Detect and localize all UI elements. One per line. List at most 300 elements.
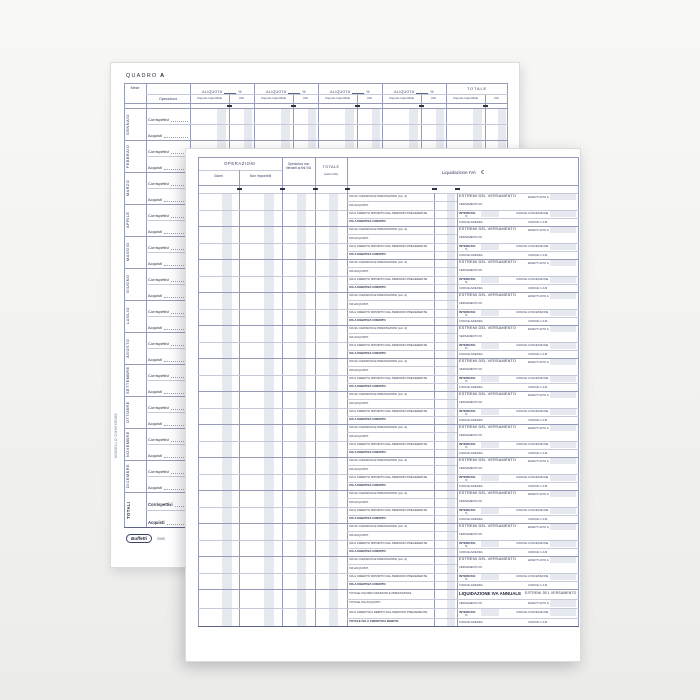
codice-azienda-label: CODICE AZIENDA (459, 450, 483, 455)
row-label-corrispettivi (148, 501, 189, 507)
interessi-percent: % (465, 544, 468, 549)
liq-row-label: IVA ACQUISTI (349, 367, 369, 372)
row-label-acquisti (148, 388, 189, 394)
row-label-corrispettivi (148, 212, 189, 218)
aliquota-label: ALIQUOTA (330, 90, 351, 94)
grid-line (146, 94, 508, 95)
subcolumn-iva: IVA (239, 96, 244, 100)
codice-cab-label: CODICE C.A.B. (528, 285, 548, 290)
month-label: MAGGIO (126, 242, 130, 262)
month-label: SETTEMBRE (126, 366, 130, 394)
input-box (550, 557, 576, 563)
interessi-percent: % (465, 511, 468, 516)
input-box (550, 359, 576, 365)
aliquota-group-header (190, 84, 254, 94)
annual-row-label: IVA A CREDITO/A DEBITO DAL PERIODO PRECEDENTE (349, 609, 428, 614)
grid-line (146, 124, 508, 125)
interessi-label: INTERESSI (459, 309, 476, 314)
effettuato-il-label: EFFETTUATO IL (528, 491, 550, 496)
codice-azienda-label: CODICE AZIENDA (459, 252, 483, 257)
column-header-totale: TOTALE (322, 164, 340, 169)
effettuato-il-label: EFFETTUATO IL (528, 293, 550, 298)
row-label-text: Corrispettivi (148, 309, 170, 314)
versamento-di-label: VERSAMENTO DI (459, 400, 483, 405)
shaded-cents-column (264, 193, 274, 626)
effettuato-il-label: EFFETTUATO IL (528, 600, 550, 605)
liq-row-label: IVA SU CESSIONI E PRESTAZIONI (col. 4) (349, 425, 408, 430)
euro-sign: € (481, 170, 485, 176)
quadro-word: QUADRO (126, 73, 158, 79)
versamento-di-label: VERSAMENTO DI (459, 433, 483, 438)
codice-concessione-label: CODICE CONCESSIONE (516, 508, 549, 512)
codice-azienda-label: CODICE AZIENDA (459, 619, 483, 624)
liq-row-label: IVA ACQUISTI (349, 301, 369, 306)
liq-row-label: IVA ACQUISTI (349, 532, 369, 537)
grid-line (198, 185, 579, 186)
input-box (481, 211, 499, 217)
row-label-text: Corrispettivi (148, 149, 170, 154)
tick-mark (237, 188, 242, 190)
grid-line (347, 399, 457, 400)
input-box (550, 541, 576, 547)
grid-line (347, 267, 457, 268)
footer-brand-row (126, 534, 165, 543)
aliquota-group-header (382, 84, 446, 94)
codice-azienda-label: CODICE AZIENDA (459, 318, 483, 323)
subcolumn-iva: IVA (303, 96, 308, 100)
row-label-text: Corrispettivi (148, 213, 170, 218)
row-label-text: Acquisti (148, 485, 163, 490)
quadro-title (126, 73, 165, 79)
tick-mark (345, 188, 350, 190)
row-label-text: Corrispettivi (148, 405, 170, 410)
estremi-versamento-title: ESTREMI DEL VERSAMENTO (459, 524, 517, 528)
row-label-text: Corrispettivi (148, 469, 170, 474)
codice-concessione-label: CODICE CONCESSIONE (516, 574, 549, 578)
interessi-label: INTERESSI (459, 507, 476, 512)
tick-mark (291, 105, 296, 107)
liq-row-label: IVA A DEBITO/A CREDITO (349, 219, 386, 224)
versamento-di-label: VERSAMENTO DI (459, 565, 483, 570)
month-label: GIUGNO (126, 274, 130, 294)
liq-row-label: IVA A CREDITO RIPORTO DAL PERIODO PRECEDENTE (349, 309, 428, 314)
grid-line (347, 515, 579, 516)
liq-row-label: IVA SU CESSIONI E PRESTAZIONI (col. 4) (349, 326, 408, 331)
estremi-versamento-title: ESTREMI DEL VERSAMENTO (459, 491, 517, 495)
interessi-percent: % (465, 313, 468, 318)
estremi-versamento-title: ESTREMI DEL VERSAMENTO (459, 227, 517, 231)
liq-row-label: IVA A DEBITO/A CREDITO (349, 351, 386, 356)
codice-azienda-label: CODICE AZIENDA (459, 483, 483, 488)
grid-line (124, 83, 508, 84)
estremi-versamento-title: ESTREMI DEL VERSAMENTO (459, 392, 517, 396)
row-label-text: Corrispettivi (148, 245, 170, 250)
input-box (550, 343, 576, 349)
shaded-cents-column (447, 193, 455, 626)
row-label-acquisti (148, 196, 189, 202)
subcolumn-importo-imponibile: Importo imponibile (452, 96, 479, 100)
grid-line (239, 170, 240, 626)
aliquota-group-header (318, 84, 382, 94)
shaded-cents-column (222, 193, 232, 626)
liq-row-label: IVA A CREDITO RIPORTO DAL PERIODO PRECEDENTE (349, 540, 428, 545)
grid-line (347, 482, 579, 483)
versamento-di-label: VERSAMENTO DI (459, 202, 483, 207)
grid-line (198, 626, 579, 627)
codice-concessione-label: CODICE CONCESSIONE (516, 343, 549, 347)
grid-line (347, 449, 579, 450)
codice-azienda-label: CODICE AZIENDA (459, 516, 483, 521)
codice-azienda-label: CODICE AZIENDA (459, 285, 483, 290)
grid-line (434, 193, 435, 626)
totals-label: TOTALI (126, 501, 131, 519)
input-box (550, 442, 576, 448)
input-box (550, 227, 576, 233)
grid-line (124, 103, 508, 104)
codice-azienda-label: CODICE AZIENDA (459, 582, 483, 587)
codice-concessione-label: CODICE CONCESSIONE (516, 277, 549, 281)
effettuato-il-label: EFFETTUATO IL (528, 524, 550, 529)
row-label-text: Acquisti (148, 325, 163, 330)
input-box (550, 458, 576, 464)
column-header-totale-sub: (netto IVA) (323, 171, 339, 176)
interessi-percent: % (465, 280, 468, 285)
aliquota-label: ALIQUOTA (266, 90, 287, 94)
input-box (550, 260, 576, 266)
estremi-versamento-title: ESTREMI DEL VERSAMENTO (459, 425, 517, 429)
input-box (481, 609, 499, 616)
month-label: LUGLIO (126, 307, 130, 325)
row-label-corrispettivi (148, 116, 189, 122)
grid-line (347, 531, 457, 532)
subcolumn-importo-imponibile: Importo imponibile (260, 96, 287, 100)
liq-row-label: IVA ACQUISTI (349, 268, 369, 273)
front-register-table (198, 157, 579, 627)
row-label-acquisti (148, 452, 189, 458)
liq-row-label: IVA A CREDITO RIPORTO DAL PERIODO PRECEDENTE (349, 342, 428, 347)
subcolumn-giorni: Giorni (213, 174, 224, 178)
liq-row-label: IVA SU CESSIONI E PRESTAZIONI (col. 4) (349, 293, 408, 298)
input-box (550, 508, 576, 514)
versamento-di-label: VERSAMENTO DI (459, 466, 483, 471)
estremi-versamento-title: ESTREMI DEL VERSAMENTO (459, 260, 517, 264)
liq-row-label: IVA A CREDITO RIPORTO DAL PERIODO PRECEDENTE (349, 276, 428, 281)
liq-row-label: IVA ACQUISTI (349, 235, 369, 240)
input-box (550, 409, 576, 415)
liq-row-label: IVA A CREDITO RIPORTO DAL PERIODO PRECEDENTE (349, 573, 428, 578)
row-label-acquisti (148, 356, 189, 362)
liq-row-label: IVA SU CESSIONI E PRESTAZIONI (col. 4) (349, 557, 408, 562)
row-label-text: Corrispettivi (148, 181, 170, 186)
row-label-corrispettivi (148, 308, 189, 314)
liq-row-label: IVA ACQUISTI (349, 565, 369, 570)
liquidazione-annuale-title: LIQUIDAZIONE IVA ANNUALE (459, 590, 522, 596)
row-label-corrispettivi (148, 276, 189, 282)
grid-line (347, 498, 457, 499)
row-label-acquisti (148, 292, 189, 298)
percent-sign: % (430, 90, 434, 94)
input-box (550, 326, 576, 332)
liq-row-label: IVA A DEBITO/A CREDITO (349, 483, 386, 488)
tick-mark (227, 105, 232, 107)
interessi-label: INTERESSI (459, 243, 476, 248)
grid-line (457, 193, 458, 626)
input-box (481, 574, 499, 580)
percent-sign: % (238, 90, 242, 94)
effettuato-il-label: EFFETTUATO IL (528, 557, 550, 562)
codice-concessione-label: CODICE CONCESSIONE (516, 442, 549, 446)
row-label-text: Corrispettivi (148, 502, 173, 507)
month-label: FEBBRAIO (126, 144, 130, 168)
codice-concessione-label: CODICE CONCESSIONE (516, 409, 549, 413)
estremi-versamento-title: ESTREMI DEL VERSAMENTO (525, 591, 577, 596)
row-label-acquisti (148, 519, 189, 525)
grid-line (347, 284, 579, 285)
grid-line (347, 465, 457, 466)
interessi-percent: % (465, 478, 468, 483)
codice-cab-label: CODICE C.A.B. (528, 619, 548, 624)
tick-mark (280, 188, 285, 190)
tick-mark (355, 105, 360, 107)
row-label-corrispettivi (148, 468, 189, 474)
tick-mark (432, 188, 437, 190)
codice-concessione-label: CODICE CONCESSIONE (516, 310, 549, 314)
row-label-acquisti (148, 228, 189, 234)
versamento-di-label: VERSAMENTO DI (459, 367, 483, 372)
versamento-di-label: VERSAMENTO DI (459, 499, 483, 504)
liq-row-label: IVA ACQUISTI (349, 334, 369, 339)
percent-sign: % (302, 90, 306, 94)
row-label-corrispettivi (148, 180, 189, 186)
row-label-acquisti (148, 324, 189, 330)
input-box (550, 244, 576, 250)
grid-line (347, 350, 579, 351)
row-label-text: Acquisti (148, 293, 163, 298)
interessi-label: INTERESSI (459, 609, 476, 614)
buffetti-logo: Buffetti (126, 534, 152, 543)
input-box (481, 277, 499, 283)
effettuato-il-label: EFFETTUATO IL (528, 392, 550, 397)
input-box (481, 343, 499, 349)
row-label-text: Acquisti (148, 389, 163, 394)
interessi-percent: % (465, 214, 468, 219)
input-box (550, 211, 576, 217)
grid-line (347, 581, 579, 582)
input-box (481, 409, 499, 415)
liq-row-label: IVA A DEBITO/A CREDITO (349, 384, 386, 389)
row-label-acquisti (148, 164, 189, 170)
effettuato-il-label: EFFETTUATO IL (528, 227, 550, 232)
interessi-percent: % (465, 577, 468, 582)
tick-mark (419, 105, 424, 107)
interessi-percent: % (465, 445, 468, 450)
month-label: NOVEMBRE (126, 431, 130, 457)
liq-row-label: IVA SU CESSIONI E PRESTAZIONI (col. 4) (349, 194, 408, 199)
month-label: APRILE (126, 211, 130, 229)
shaded-cents-column (297, 193, 306, 626)
estremi-versamento-title: ESTREMI DEL VERSAMENTO (459, 458, 517, 462)
grid-line (347, 366, 457, 367)
grid-line (198, 170, 282, 171)
subcolumn-iva: IVA (431, 96, 436, 100)
front-form-sheet (185, 148, 581, 662)
column-header-operazioni-group: OPERAZIONI (224, 160, 256, 166)
input-box (550, 600, 576, 607)
grid-line (347, 317, 579, 318)
codice-cab-label: CODICE C.A.B. (528, 582, 548, 587)
row-label-text: Acquisti (148, 520, 165, 525)
grid-line (347, 218, 579, 219)
liq-row-label: IVA A CREDITO RIPORTO DAL PERIODO PRECEDENTE (349, 375, 428, 380)
codice-azienda-label: CODICE AZIENDA (459, 384, 483, 389)
input-box (550, 277, 576, 283)
codice-cab-label: CODICE C.A.B. (528, 450, 548, 455)
codice-cab-label: CODICE C.A.B. (528, 417, 548, 422)
interessi-label: INTERESSI (459, 573, 476, 578)
row-label-text: Acquisti (148, 133, 163, 138)
effettuato-il-label: EFFETTUATO IL (528, 458, 550, 463)
grid-line (347, 548, 579, 549)
versamento-di-label: VERSAMENTO DI (459, 334, 483, 339)
aliquota-group-header (254, 84, 318, 94)
modello-conforme-note: MODELLO CONFORME (114, 412, 118, 458)
liq-row-label: IVA SU CESSIONI E PRESTAZIONI (col. 4) (349, 260, 408, 265)
annual-row-label: TOTALE IVA ACQUISTI (349, 600, 381, 605)
row-label-acquisti (148, 260, 189, 266)
codice-cab-label: CODICE C.A.B. (528, 318, 548, 323)
interessi-label: INTERESSI (459, 342, 476, 347)
row-label-text: Acquisti (148, 421, 163, 426)
liq-row-label: IVA A DEBITO/A CREDITO (349, 549, 386, 554)
row-label-text: Corrispettivi (148, 277, 170, 282)
column-header-non-rilevanti: Operazioni non rilevanti ai fini IVA (285, 162, 312, 171)
grid-line (347, 416, 579, 417)
codice-cab-label: CODICE C.A.B. (528, 483, 548, 488)
tick-mark (483, 105, 488, 107)
product-code: 2090 (157, 536, 165, 541)
subcolumn-importo-imponibile: Importo imponibile (388, 96, 415, 100)
interessi-label: INTERESSI (459, 276, 476, 281)
interessi-label: INTERESSI (459, 375, 476, 380)
row-label-text: Acquisti (148, 165, 163, 170)
input-box (550, 194, 576, 200)
codice-cab-label: CODICE C.A.B. (528, 516, 548, 521)
liq-row-label: IVA ACQUISTI (349, 400, 369, 405)
subcolumn-iva: IVA (494, 96, 499, 100)
aliquota-label: ALIQUOTA (202, 90, 223, 94)
column-header-totale: TOTALE (467, 85, 487, 91)
subcolumn-non-imponibili: Non imponibili (249, 174, 272, 178)
versamento-di-label: VERSAMENTO DI (459, 235, 483, 240)
effettuato-il-label: EFFETTUATO IL (528, 359, 550, 364)
codice-azienda-label: CODICE AZIENDA (459, 549, 483, 554)
row-label-text: Acquisti (148, 261, 163, 266)
codice-concessione-label: CODICE CONCESSIONE (516, 475, 549, 479)
codice-concessione-label: CODICE CONCESSIONE (516, 244, 549, 248)
row-label-acquisti (148, 484, 189, 490)
input-box (550, 376, 576, 382)
input-box (481, 475, 499, 481)
month-block (124, 108, 508, 140)
grid-line (198, 157, 579, 158)
liq-row-label: IVA SU CESSIONI E PRESTAZIONI (col. 4) (349, 392, 408, 397)
codice-concessione-label: CODICE CONCESSIONE (516, 211, 549, 215)
liq-row-label: IVA ACQUISTI (349, 202, 369, 207)
liq-row-label: IVA A CREDITO RIPORTO DAL PERIODO PRECEDENTE (349, 408, 428, 413)
liquidazione-label: Liquidazione IVA (441, 170, 476, 175)
month-label: MARZO (126, 179, 130, 197)
liq-row-label: IVA A DEBITO/A CREDITO (349, 318, 386, 323)
subcolumn-importo-imponibile: Importo imponibile (324, 96, 351, 100)
liq-row-label: IVA ACQUISTI (349, 433, 369, 438)
row-label-text: Corrispettivi (148, 341, 170, 346)
row-label-corrispettivi (148, 148, 189, 154)
input-box (481, 508, 499, 514)
grid-line (347, 564, 457, 565)
codice-cab-label: CODICE C.A.B. (528, 351, 548, 356)
effettuato-il-label: EFFETTUATO IL (528, 260, 550, 265)
liq-row-label: IVA A CREDITO RIPORTO DAL PERIODO PRECEDENTE (349, 507, 428, 512)
effettuato-il-label: EFFETTUATO IL (528, 326, 550, 331)
grid-line (347, 599, 579, 600)
codice-azienda-label: CODICE AZIENDA (459, 351, 483, 356)
versamento-di-label: VERSAMENTO DI (459, 301, 483, 306)
input-box (481, 310, 499, 316)
grid-line (347, 333, 457, 334)
tick-mark (313, 188, 318, 190)
grid-line (347, 201, 457, 202)
estremi-versamento-title: ESTREMI DEL VERSAMENTO (459, 194, 517, 198)
estremi-versamento-title: ESTREMI DEL VERSAMENTO (459, 293, 517, 297)
effettuato-il-label: EFFETTUATO IL (528, 194, 550, 199)
interessi-percent: % (465, 613, 468, 618)
liq-row-label: IVA ACQUISTI (349, 499, 369, 504)
interessi-label: INTERESSI (459, 540, 476, 545)
row-label-text: Acquisti (148, 453, 163, 458)
row-label-corrispettivi (148, 340, 189, 346)
codice-concessione-label: CODICE CONCESSIONE (516, 610, 549, 614)
liq-row-label: IVA A DEBITO/A CREDITO (349, 450, 386, 455)
month-label: DICEMBRE (126, 463, 130, 489)
interessi-label: INTERESSI (459, 210, 476, 215)
codice-cab-label: CODICE C.A.B. (528, 219, 548, 224)
grid-line (347, 251, 579, 252)
column-header-mese: Mese (130, 85, 140, 90)
dotted-leader (164, 137, 188, 138)
row-label-corrispettivi (148, 404, 189, 410)
liq-row-label: IVA A DEBITO/A CREDITO (349, 516, 386, 521)
month-label: AGOSTO (126, 338, 130, 358)
grid-line (347, 383, 579, 384)
codice-cab-label: CODICE C.A.B. (528, 549, 548, 554)
input-box (481, 541, 499, 547)
input-box (481, 244, 499, 250)
liq-row-label: IVA A CREDITO RIPORTO DAL PERIODO PRECEDENTE (349, 210, 428, 215)
input-box (550, 310, 576, 316)
row-label-text: Corrispettivi (148, 373, 170, 378)
input-box (481, 376, 499, 382)
liq-row-label: IVA SU CESSIONI E PRESTAZIONI (col. 4) (349, 359, 408, 364)
input-box (550, 293, 576, 299)
codice-concessione-label: CODICE CONCESSIONE (516, 541, 549, 545)
row-label-corrispettivi (148, 372, 189, 378)
quadro-letter: A (160, 73, 166, 79)
liq-row-label: IVA A CREDITO RIPORTO DAL PERIODO PRECEDENTE (349, 243, 428, 248)
interessi-percent: % (465, 379, 468, 384)
liq-row-label: IVA SU CESSIONI E PRESTAZIONI (col. 4) (349, 227, 408, 232)
liq-row-label: IVA A CREDITO RIPORTO DAL PERIODO PRECEDENTE (349, 441, 428, 446)
liq-row-label: IVA SU CESSIONI E PRESTAZIONI (col. 4) (349, 491, 408, 496)
